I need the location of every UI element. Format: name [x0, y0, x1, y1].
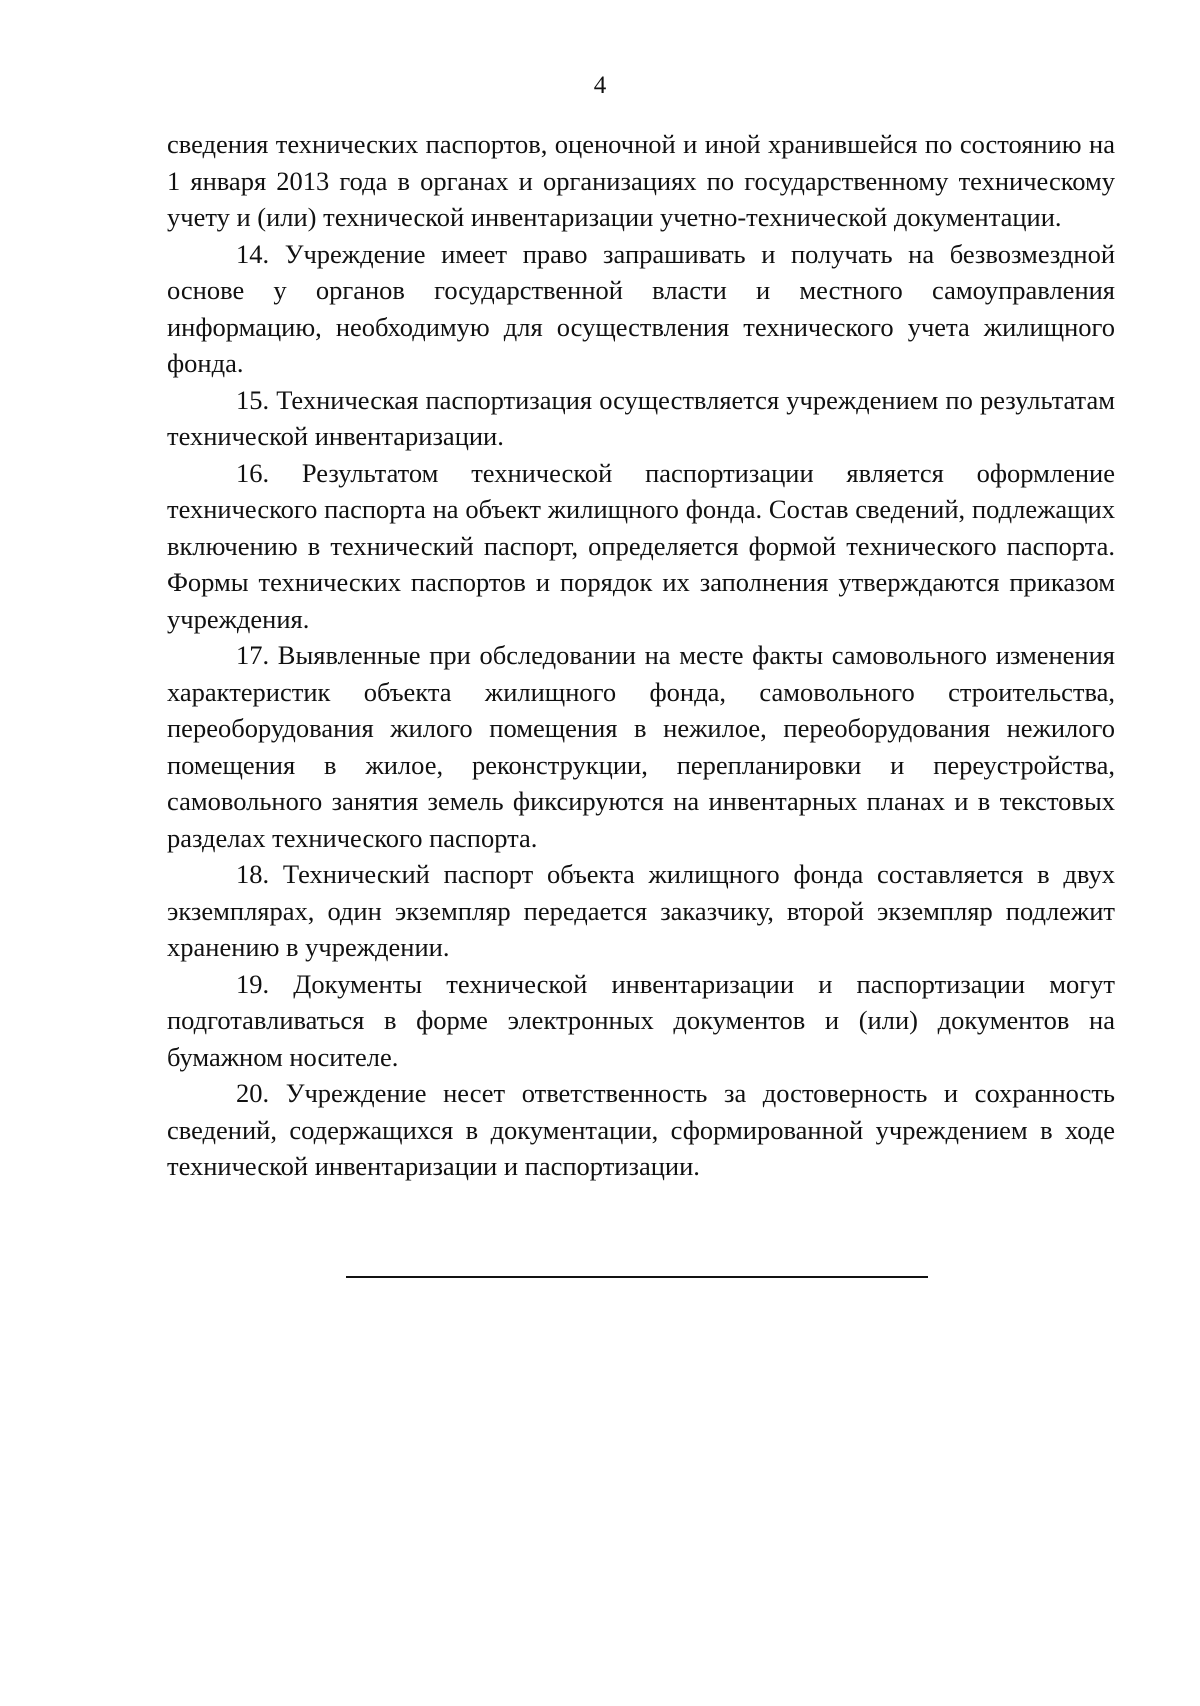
- paragraph-continuation: сведения технических паспортов, оценочной и иной хранившейся по состоянию на 1 января 2013 года в органах и организациях по государственному техническому учету и (или) технической инвентаризации учетно-технической документации.: [167, 129, 1115, 232]
- end-of-document-rule: [346, 1276, 928, 1278]
- paragraph-15: 15. Техническая паспортизация осуществляется учреждением по результатам технической инвентаризации.: [167, 384, 1115, 451]
- page-number: 4: [593, 72, 607, 99]
- paragraph-16: 16. Результатом технической паспортизации является оформление технического паспорта на объект жилищного фонда. Состав сведений, подлежащих включению в технический паспорт, определяется формой технического паспорта. Формы технических паспортов и порядок их заполнения утверждаются приказом учреждения.: [167, 457, 1115, 634]
- paragraph-14: 14. Учреждение имеет право запрашивать и получать на безвозмездной основе у органов государственной власти и местного самоуправления информацию, необходимую для осуществления технического учета жилищного фонда.: [167, 238, 1115, 378]
- paragraph-17: 17. Выявленные при обследовании на месте факты самовольного изменения характеристик объекта жилищного фонда, самовольного строительства, переоборудования жилого помещения в нежилое, переоборудования нежилого помещения в жилое, реконструкции, перепланировки и переустройства, самовольного занятия земель фиксируются на инвентарных планах и в текстовых разделах технического паспорта.: [167, 640, 1115, 853]
- paragraph-19: 19. Документы технической инвентаризации и паспортизации могут подготавливаться в форме электронных документов и (или) документов на бумажном носителе.: [167, 968, 1115, 1072]
- paragraph-20: 20. Учреждение несет ответственность за достоверность и сохранность сведений, содержащихся в документации, сформированной учреждением в ходе технической инвентаризации и паспортизации.: [167, 1078, 1115, 1181]
- document-body: [167, 126, 1115, 1185]
- paragraph-18: 18. Технический паспорт объекта жилищного фонда составляется в двух экземплярах, один экземпляр передается заказчику, второй экземпляр подлежит хранению в учреждении.: [167, 859, 1115, 962]
